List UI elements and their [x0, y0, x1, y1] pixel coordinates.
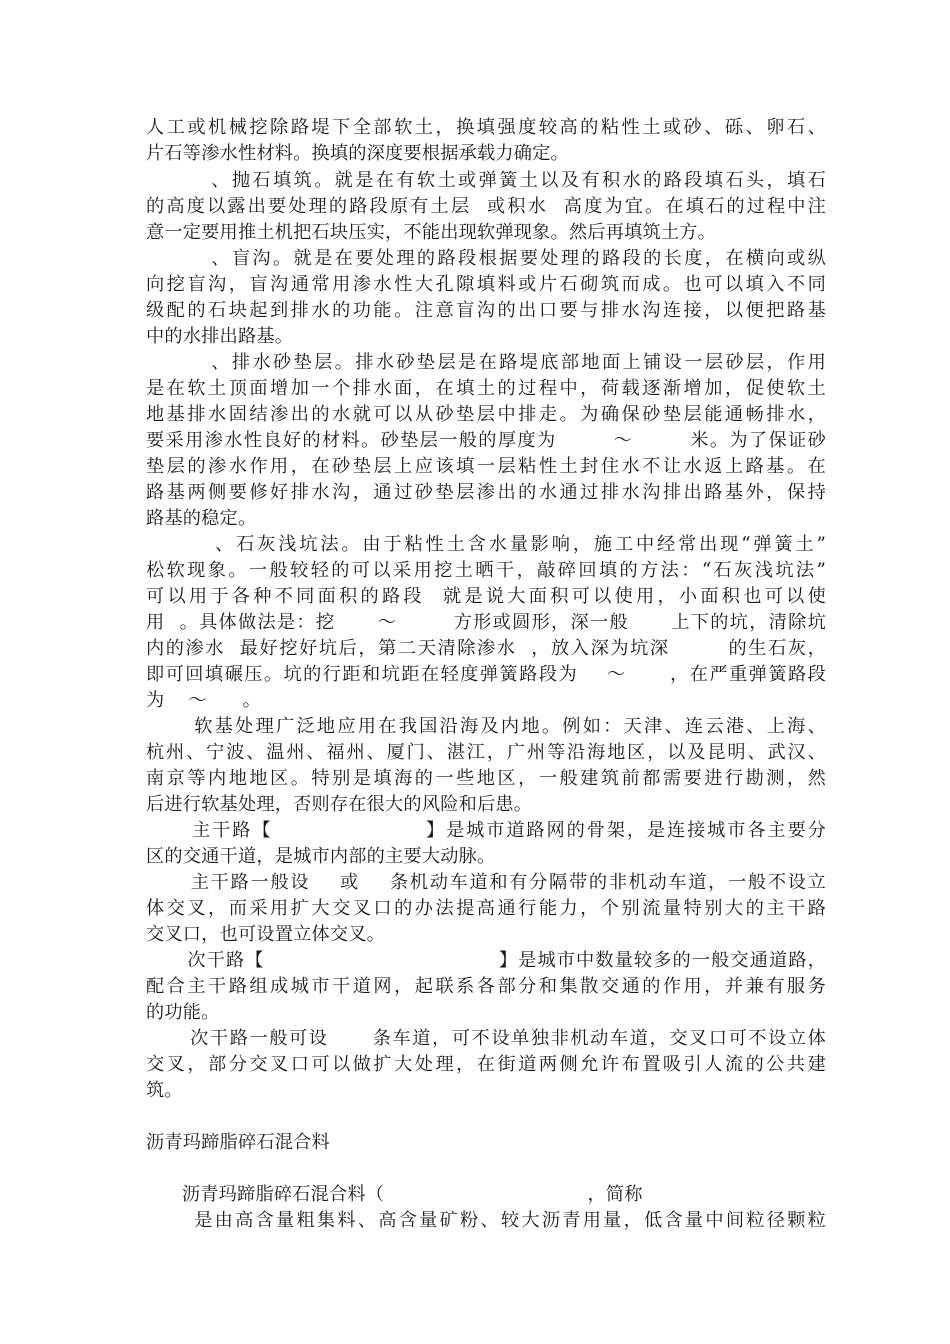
text-line: 次干路【 】是城市中数量较多的一般交通道路，	[146, 950, 826, 971]
text-line: 路基两侧要修好排水沟，通过砂垫层渗出的水通过排水沟排出路基外，保持	[146, 482, 826, 503]
text-line: 交叉，部分交叉口可以做扩大处理，在街道两侧允许布置吸引人流的公共建	[146, 1054, 826, 1075]
text-line: 级配的石块起到排水的功能。注意盲沟的出口要与排水沟连接，以便把路基	[146, 300, 826, 321]
text-line: 后进行软基处理，否则存在很大的风险和后患。	[146, 794, 533, 815]
text-line: 人工或机械挖除路堤下全部软土，换填强度较高的粘性土或砂、砾、卵石、	[146, 117, 826, 138]
text-line: 、石灰浅坑法。由于粘性土含水量影响，施工中经常出现“弹簧土”	[146, 534, 826, 555]
text-line: 的功能。	[146, 1002, 220, 1023]
text-line: 主干路一般设 或 条机动车道和有分隔带的非机动车道，一般不设立	[146, 872, 826, 893]
text-line: 内的渗水 最好挖好坑后，第二天清除渗水 ，放入深为坑深 的生石灰，	[146, 638, 826, 659]
text-line: 地基排水固结渗出的水就可以从砂垫层中排走。为确保砂垫层能通畅排水，	[146, 404, 826, 425]
text-line: 、抛石填筑。就是在有软土或弹簧土以及有积水的路段填石头，填石	[146, 170, 826, 191]
text-line: 松软现象。一般较轻的可以采用挖土晒干，敲碎回填的方法：“石灰浅坑法”	[146, 560, 826, 581]
text-line: 次干路一般可设 条车道，可不设单独非机动车道，交叉口可不设立体	[146, 1028, 826, 1049]
text-line: 主干路【 】是城市道路网的骨架，是连接城市各主要分	[146, 820, 826, 841]
text-line: 为 ～ 。	[146, 690, 261, 711]
text-line: 体交叉，而采用扩大交叉口的办法提高通行能力，个别流量特别大的主干路	[146, 898, 826, 919]
text-line: 向挖盲沟，盲沟通常用渗水性大孔隙填料或片石砌筑而成。也可以填入不同	[146, 274, 826, 295]
text-line: 杭州、宁波、温州、福州、厦门、湛江，广州等沿海地区，以及昆明、武汉、	[146, 742, 826, 763]
text-line: 垫层的渗水作用，在砂垫层上应该填一层粘性土封住水不让水返上路基。在	[146, 456, 826, 477]
text-line: 筑。	[146, 1080, 183, 1101]
text-line: 、排水砂垫层。排水砂垫层是在路堤底部地面上铺设一层砂层，作用	[146, 352, 826, 373]
text-line: 软基处理广泛地应用在我国沿海及内地。例如：天津、连云港、上海、	[146, 716, 826, 737]
text-line: 中的水排出路基。	[146, 326, 294, 347]
section-heading: 沥青玛蹄脂碎石混合料	[146, 1132, 330, 1153]
text-line: 路基的稳定。	[146, 508, 257, 529]
text-line: 、盲沟。就是在要处理的路段根据要处理的路段的长度，在横向或纵	[146, 248, 826, 269]
text-line: 要采用渗水性良好的材料。砂垫层一般的厚度为 ～ 米。为了保证砂	[146, 430, 826, 451]
text-line: 片石等渗水性材料。换填的深度要根据承载力确定。	[146, 143, 569, 164]
text-line: 交叉口，也可设置立体交叉。	[146, 924, 386, 945]
text-line: 的高度以露出要处理的路段原有土层 或积水 高度为宜。在填石的过程中注	[146, 196, 826, 217]
text-line: 用 。具体做法是：挖 ～ 方形或圆形，深一般 上下的坑，清除坑	[146, 612, 826, 633]
text-line: 是在软土顶面增加一个排水面，在填土的过程中，荷载逐渐增加，促使软土	[146, 378, 826, 399]
text-line: 意一定要用推土机把石块压实，不能出现软弹现象。然后再填筑土方。	[146, 222, 717, 243]
text-line: 区的交通干道，是城市内部的主要大动脉。	[146, 846, 496, 867]
text-line: 配合主干路组成城市干道网，起联系各部分和集散交通的作用，并兼有服务	[146, 976, 826, 997]
text-line: 是由高含量粗集料、高含量矿粉、较大沥青用量，低含量中间粒径颗粒	[146, 1210, 826, 1231]
text-line: 沥青玛蹄脂碎石混合料（ ，简称	[146, 1184, 643, 1205]
text-line: 可以用于各种不同面积的路段 就是说大面积可以使用，小面积也可以使	[146, 586, 826, 607]
text-line: 南京等内地地区。特别是填海的一些地区，一般建筑前都需要进行勘测，然	[146, 768, 826, 789]
text-line: 即可回填碾压。坑的行距和坑距在轻度弹簧路段为 ～ ，在严重弹簧路段	[146, 664, 826, 685]
